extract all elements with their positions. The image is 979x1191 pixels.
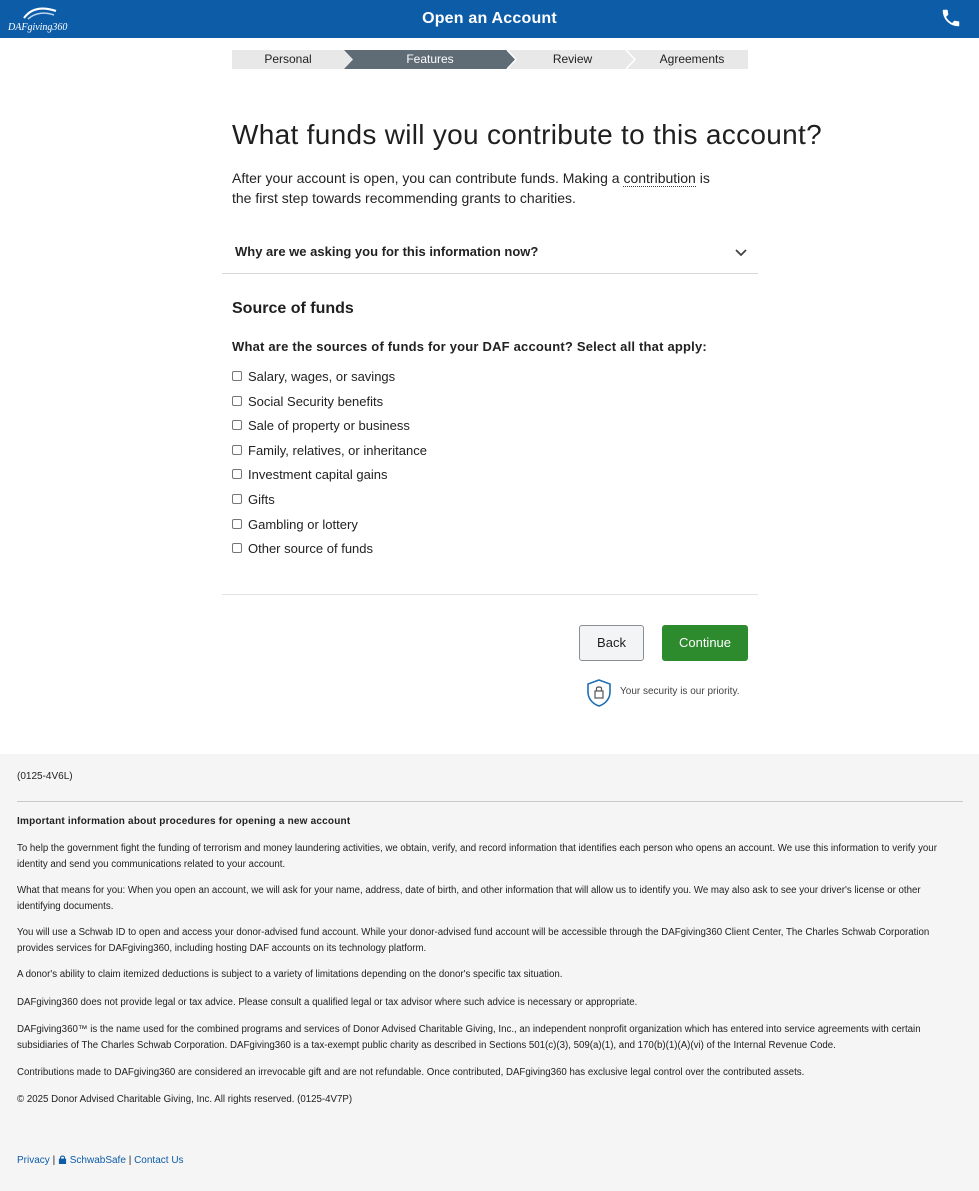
link-separator: | xyxy=(52,1155,56,1166)
footer-paragraph: You will use a Schwab ID to open and access your donor-advised fund account. While your donor-advised fund account will be accessible through the DAFgiving360 Client Center, The Charles Schwab Corporation provides services for DAFgiving360, including hosting DAF accounts on its technology platform. xyxy=(17,927,930,954)
contact-us-link[interactable]: Contact Us xyxy=(134,1155,184,1166)
checkbox[interactable] xyxy=(232,494,242,504)
top-bar xyxy=(0,0,979,38)
step-review: Review xyxy=(552,52,593,66)
footer-paragraph: What that means for you: When you open an account, we will ask for your name, address, date of birth, and other information that will allow us to identify you. We may also ask to see your driver's license or other identifying documents. xyxy=(17,885,921,912)
contribution-term-link[interactable]: contribution xyxy=(623,170,696,186)
footer-paragraph: DAFgiving360 does not provide legal or tax advice. Please consult a qualified legal or tax advisor where such advice is necessary or appropriate. xyxy=(17,997,638,1008)
shield-lock-icon xyxy=(586,679,612,707)
source-options-list xyxy=(232,366,732,563)
option-family-inheritance[interactable] xyxy=(232,440,732,465)
option-investment-gains[interactable] xyxy=(232,464,732,489)
accordion-label: Why are we asking you for this information now? xyxy=(235,244,539,259)
footer-paragraph: Contributions made to DAFgiving360 are considered an irrevocable gift and are not refundable. Once contributed, DAFgiving360 has exclusive legal control over the contributed assets. xyxy=(17,1067,805,1078)
checkbox[interactable] xyxy=(232,420,242,430)
checkbox[interactable] xyxy=(232,371,242,381)
phone-icon[interactable] xyxy=(940,7,962,29)
option-label: Family, relatives, or inheritance xyxy=(248,442,427,458)
intro-text-end: is the first step towards recommending grants to charities. xyxy=(232,170,710,206)
option-gifts[interactable] xyxy=(232,489,732,514)
checkbox[interactable] xyxy=(232,445,242,455)
sources-question: What are the sources of funds for your DAF account? Select all that apply: xyxy=(232,339,707,354)
option-social-security[interactable] xyxy=(232,391,732,416)
option-label: Investment capital gains xyxy=(248,467,388,483)
link-separator: | xyxy=(128,1155,132,1166)
step-agreements: Agreements xyxy=(659,52,725,66)
checkbox[interactable] xyxy=(232,543,242,553)
footer-heading: Important information about procedures for opening a new account xyxy=(17,816,351,827)
option-label: Sale of property or business xyxy=(248,418,410,434)
footer-links xyxy=(17,1155,184,1166)
schwabsafe-link[interactable]: SchwabSafe xyxy=(69,1155,126,1166)
privacy-link[interactable]: Privacy xyxy=(17,1155,50,1166)
intro-text-start: After your account is open, you can contribute funds. Making a xyxy=(232,170,624,186)
footer-paragraph: A donor's ability to claim itemized deductions is subject to a variety of limitations depending on the donor's specific tax situation. xyxy=(17,969,563,980)
intro-text xyxy=(232,168,732,208)
footer-divider xyxy=(17,801,963,802)
logo-text: DAFgiving360 xyxy=(8,22,68,33)
step-personal: Personal xyxy=(264,52,312,66)
security-text: Your security is our priority. xyxy=(620,686,740,697)
page-code: (0125-4V6L) xyxy=(17,771,73,782)
option-sale-of-property[interactable] xyxy=(232,415,732,440)
option-label: Social Security benefits xyxy=(248,393,384,409)
footer-paragraph: DAFgiving360™ is the name used for the combined programs and services of Donor Advised Charitable Giving, Inc., an independent nonprofit organization which has entered into service agreements with certain subsidiaries of The Charles Schwab Corporation. DAFgiving360 is a tax-exempt public charity as described in Sections 501(c)(3), 509(a)(1), and 170(b)(1)(A)(vi) of the Internal Revenue Code. xyxy=(17,1024,921,1051)
back-button[interactable]: Back xyxy=(579,625,644,661)
lock-icon xyxy=(58,1155,67,1164)
option-label: Gifts xyxy=(248,491,275,507)
chevron-down-icon xyxy=(734,246,748,260)
option-label: Other source of funds xyxy=(248,541,374,557)
why-asking-accordion[interactable] xyxy=(222,232,758,274)
checkbox[interactable] xyxy=(232,469,242,479)
copyright-text: © 2025 Donor Advised Charitable Giving, Inc. All rights reserved. (0125-4V7P) xyxy=(17,1094,353,1105)
section-divider xyxy=(222,594,758,595)
security-notice xyxy=(586,679,756,707)
section-title-source-of-funds: Source of funds xyxy=(232,300,354,317)
checkbox[interactable] xyxy=(232,519,242,529)
option-other-source[interactable] xyxy=(232,538,732,563)
option-label: Salary, wages, or savings xyxy=(248,369,396,384)
footer-paragraph: To help the government fight the funding of terrorism and money laundering activities, we obtain, verify, and record information that identifies each person who opens an account. We use this information to verify your identity and send you communications related to your account. xyxy=(17,843,937,870)
checkbox[interactable] xyxy=(232,396,242,406)
page-header-title: Open an Account xyxy=(422,10,557,27)
option-salary[interactable] xyxy=(232,366,732,391)
page-title: What funds will you contribute to this account? xyxy=(232,119,822,150)
footer xyxy=(0,754,979,1191)
progress-stepper xyxy=(232,50,748,69)
step-features: Features xyxy=(406,52,454,66)
option-gambling-lottery[interactable] xyxy=(232,514,732,539)
option-label: Gambling or lottery xyxy=(248,516,358,532)
continue-button[interactable]: Continue xyxy=(662,625,748,661)
